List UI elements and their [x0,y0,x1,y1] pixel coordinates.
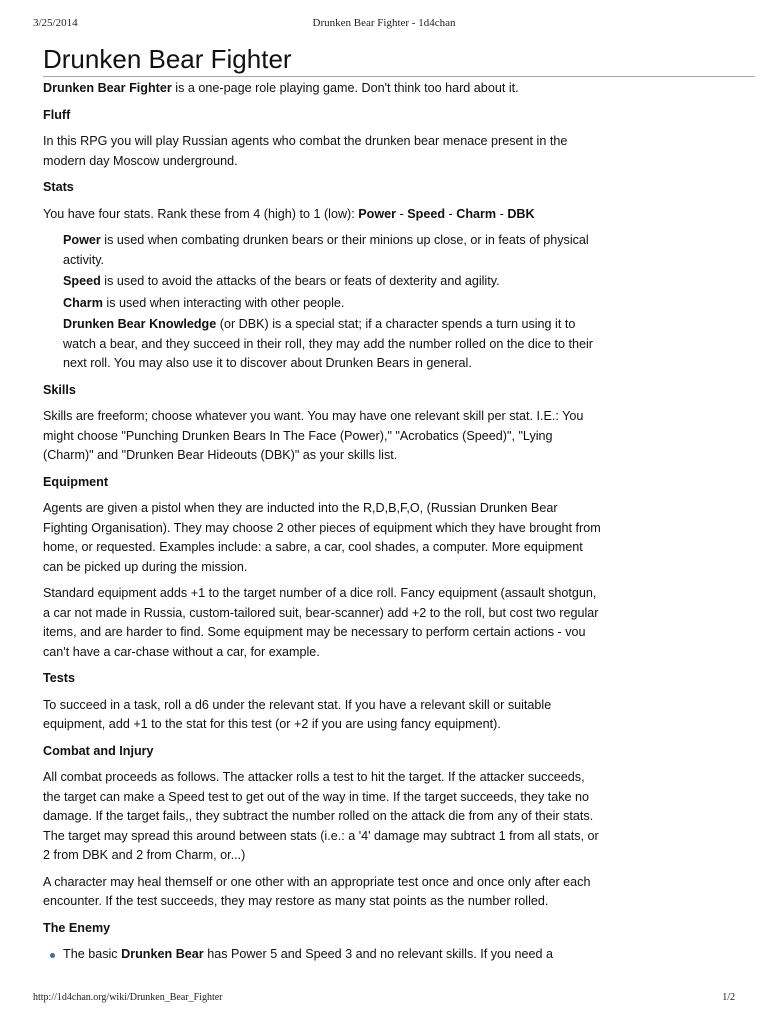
heading-fluff: Fluff [43,107,71,122]
print-title: Drunken Bear Fighter - 1d4chan [312,17,456,29]
stat-term: Speed [63,274,101,288]
enemy-text-pre: The basic [63,947,122,961]
equipment-paragraph-2: Standard equipment adds +1 to the target number of a dice roll. Fancy equipment (assault shotgun, a car not made in Russia, custom-tailored suit, bear-scanner) add +2 to the roll, but cost two regular items, and are harder to find. Some equipment may be necessary to perform certain actions - vou can't have a car-chase without a car, for example. [43,586,599,659]
combat-paragraph-1: All combat proceeds as follows. The attacker rolls a test to hit the target. If the attacker succeeds, the target can make a Speed test to get out of the way in time. If the target succeeds, they take no damage. If the target fails,, they subtract the number rolled on the attack die from any of their stats. The target may spread this around between stats (i.e.: a '4' damage may subtract 1 from all stats, or 2 from DBK and 2 from Charm, or...) [43,770,599,862]
article-body [43,79,603,965]
stat-term: Power [63,233,101,247]
stat-desc: (or DBK) is a special stat; if a character spends a turn using it to watch a bear, and they succeed in their roll, they may add the number rolled on the dice to their next roll. You may also use it to discover about Drunken Bears in general. [63,317,593,370]
fluff-paragraph: In this RPG you will play Russian agents who combat the drunken bear menace present in the modern day Moscow underground. [43,134,568,168]
sep: - [445,206,457,221]
stats-intro [43,205,603,225]
enemy-bold: Drunken Bear [121,947,204,961]
heading-stats: Stats [43,180,74,194]
stat-desc: is used when combating drunken bears or their minions up close, or in feats of physical activity. [63,233,589,267]
stat-desc: is used to avoid the attacks of the bears or feats of dexterity and agility. [100,274,500,288]
stat-speed: Speed [407,206,446,221]
stat-term: Charm [63,295,103,310]
stat-desc: is used when interacting with other people. [102,295,345,310]
heading-enemy: The Enemy [43,920,111,935]
sep: - [396,206,408,221]
skills-paragraph: Skills are freeform; choose whatever you want. You may have one relevant skill per stat. I.E.: You might choose "Punching Drunken Bears In The Face (Power)," "Acrobatics (Speed)", "Lying (Charm)" and "Drunken Bear Hideouts (DBK)" as your skills list. [43,409,584,462]
article [43,44,755,965]
list-item [63,945,603,965]
heading-skills: Skills [43,382,76,397]
stat-definition [63,272,603,292]
stats-intro-text: You have four stats. Rank these from 4 (high) to 1 (low): [43,206,359,221]
stat-dbk: DBK [507,206,535,221]
enemy-text-post: has Power 5 and Speed 3 and no relevant skills. If you need a [203,947,554,961]
page-title: Drunken Bear Fighter [43,44,755,77]
stat-power: Power [358,206,397,221]
intro-bold: Drunken Bear Fighter [43,81,172,95]
stat-term: Drunken Bear Knowledge [63,317,217,331]
stat-definition [63,294,603,314]
heading-equipment: Equipment [43,474,109,489]
tests-paragraph: To succeed in a task, roll a d6 under the relevant stat. If you have a relevant skill or suitable equipment, add +1 to the stat for this test (or +2 if you are using fancy equipment). [43,697,552,731]
equipment-paragraph-1: Agents are given a pistol when they are inducted into the R,D,B,F,O, (Russian Drunken Bear Fighting Organisation). They may choose 2 other pieces of equipment which they have brought from home, or requested. Examples include: a sabre, a car, cool shades, a computer. More equipment can be picked up during the mission. [43,501,601,574]
enemy-list [43,945,603,965]
print-url: http://1d4chan.org/wiki/Drunken_Bear_Fighter [33,992,223,1003]
intro-paragraph [43,79,603,99]
print-page-number: 1/2 [722,992,735,1003]
stat-charm: Charm [456,206,497,221]
stat-definition [63,231,603,270]
bullet-icon [50,953,55,958]
sep: - [496,206,508,221]
stat-definition [63,315,603,374]
heading-combat: Combat and Injury [43,743,154,758]
intro-text: is a one-page role playing game. Don't think too hard about it. [171,81,519,95]
heading-tests: Tests [43,671,75,685]
stats-definitions [43,231,603,374]
combat-paragraph-2: A character may heal themself or one other with an appropriate test once and once only after each encounter. If the test succeeds, they may restore as many stat points as the number rolled. [43,874,591,908]
print-date: 3/25/2014 [33,17,78,29]
